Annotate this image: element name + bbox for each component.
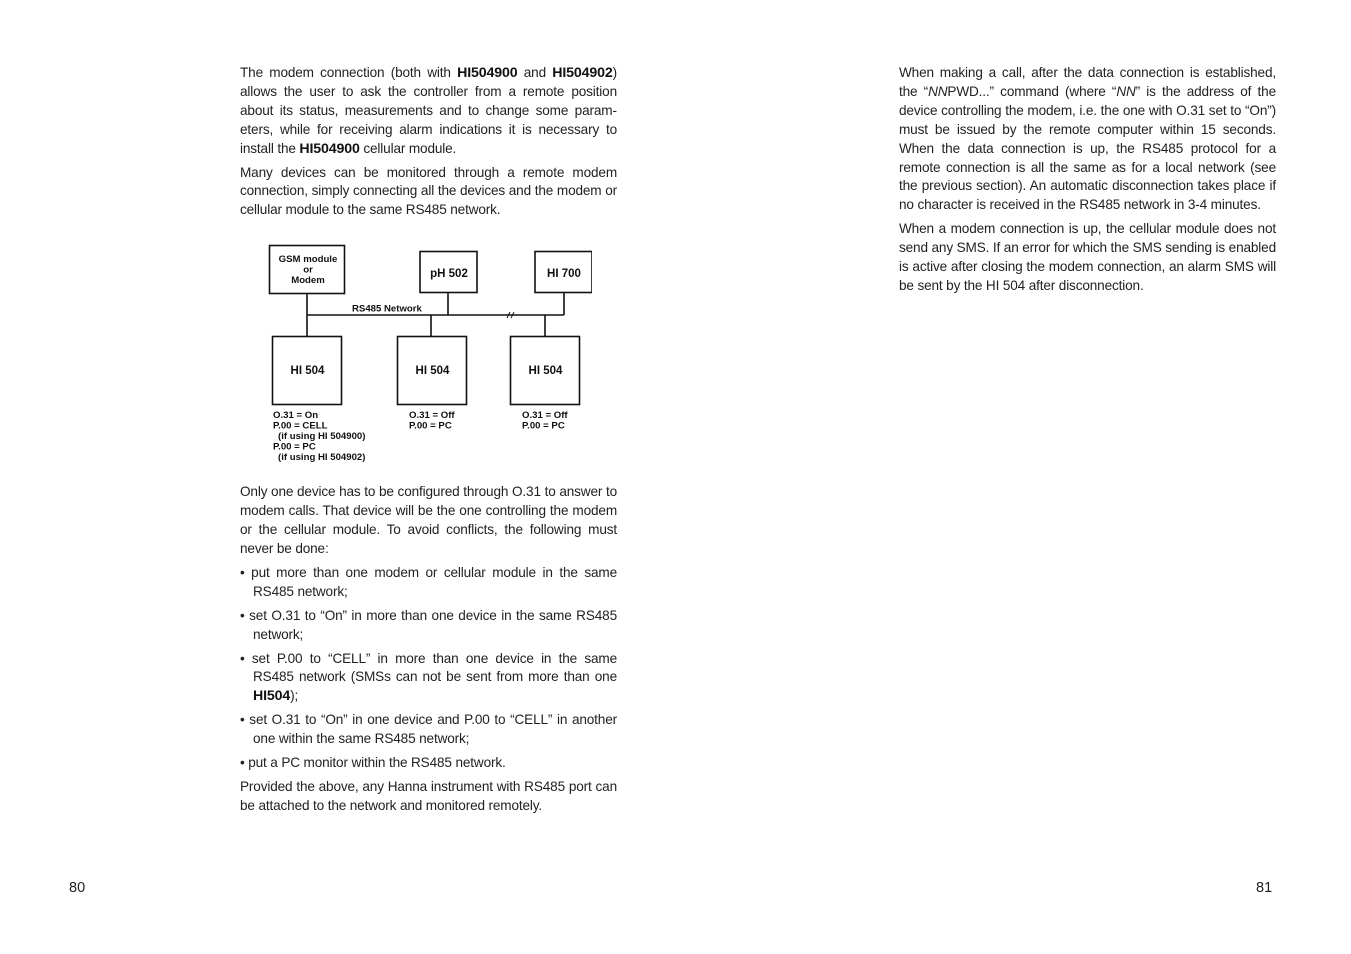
italic-text: NN (928, 83, 948, 99)
text: • set P.00 to “CELL” in more than one device in the same RS485 network (SMSs can not be sent from more than one (240, 650, 617, 685)
config-a-line: (if using HI 504900) (278, 431, 366, 442)
config-c-line: O.31 = Off (522, 410, 568, 421)
right-page-text (899, 64, 1276, 301)
product-code: HI504900 (457, 65, 518, 81)
text: cellular module. (359, 140, 457, 156)
text: and (517, 65, 553, 80)
gsm-label-2: or (303, 264, 313, 276)
hi504-label-c: HI 504 (528, 365, 563, 377)
bullet-item (240, 650, 617, 707)
config-a-line: P.00 = CELL (273, 420, 328, 432)
bullet-item: • put more than one modem or cellular module in the same RS485 network; (240, 564, 617, 599)
config-c-line: P.00 = PC (522, 420, 565, 432)
hi504-label-b: HI 504 (415, 365, 450, 377)
paragraph-modem-up: When a modem connection is up, the cellular module does not send any SMS. If an error for which the SMS sending is enabled is active after closing the modem connection, an alarm SMS will be sent by the HI 504 after disconnection. (899, 221, 1276, 293)
page-number-left: 80 (69, 880, 86, 896)
ph502-label: pH 502 (430, 268, 468, 280)
text: PWD...” command (where “ (947, 83, 1117, 99)
product-code: HI504 (253, 688, 291, 705)
text: ); (290, 688, 299, 704)
text: ) allows the user to ask the controller from a remote position about its status, measurements and to change some parameters, while for receiving alarm indications it is necessary to install the (240, 65, 618, 156)
config-b-line: O.31 = Off (409, 410, 455, 421)
product-code: HI504900 (299, 140, 360, 157)
paragraph-provided: Provided the above, any Hanna instrument with RS485 port can be attached to the network and monitored remotely. (240, 778, 617, 813)
italic-text: NN (1116, 83, 1136, 99)
paragraph-one-device: Only one device has to be configured through O.31 to answer to modem calls. That device will be the one controlling the modem or the cellular module. To avoid conflicts, the following must never be done: (240, 484, 617, 556)
paragraph-many-devices: Many devices can be monitored through a remote modem connection, simply connecting all the devices and the modem or cellular module to the same RS485 network. (240, 164, 617, 218)
page-number-right: 81 (1256, 880, 1273, 896)
bullet-item: • set O.31 to “On” in more than one device in the same RS485 network; (240, 607, 617, 642)
config-a-line: P.00 = PC (273, 441, 316, 453)
text: When making a call, after the data connection is established, the “ (899, 65, 1276, 99)
text: The modem connection (both with (240, 65, 458, 80)
paragraph-modem-connection (240, 64, 617, 159)
rs485-network-diagram (262, 238, 592, 470)
gsm-label-3: Modem (291, 275, 325, 286)
config-a-line: O.31 = On (273, 410, 319, 421)
product-code: HI504902 (552, 65, 613, 81)
bullet-item: • put a PC monitor within the RS485 network. (240, 755, 506, 771)
network-diagram-svg (262, 238, 592, 470)
hi700-label: HI 700 (547, 268, 581, 280)
config-b-line: P.00 = PC (409, 420, 452, 432)
paragraph-making-call (899, 64, 1276, 215)
text: ” is the address of the device controlling the modem, i.e. the one with O.31 set to “On”) must be issued by the remote computer within 15 seconds. When the data connection is up, the RS485 protocol for a remote connection is all the same as for a local network (see the previous section). An automatic disconnection takes place if no character is received in the RS485 network in 3-4 minutes. (899, 83, 1276, 213)
gsm-label-1: GSM module (278, 254, 338, 265)
config-a-line: (if using HI 504902) (278, 452, 366, 463)
network-label: RS485 Network (352, 303, 422, 315)
bullet-item: • set O.31 to “On” in one device and P.00 to “CELL” in another one within the same RS485 network; (240, 712, 617, 747)
hi504-label-a: HI 504 (290, 365, 325, 377)
